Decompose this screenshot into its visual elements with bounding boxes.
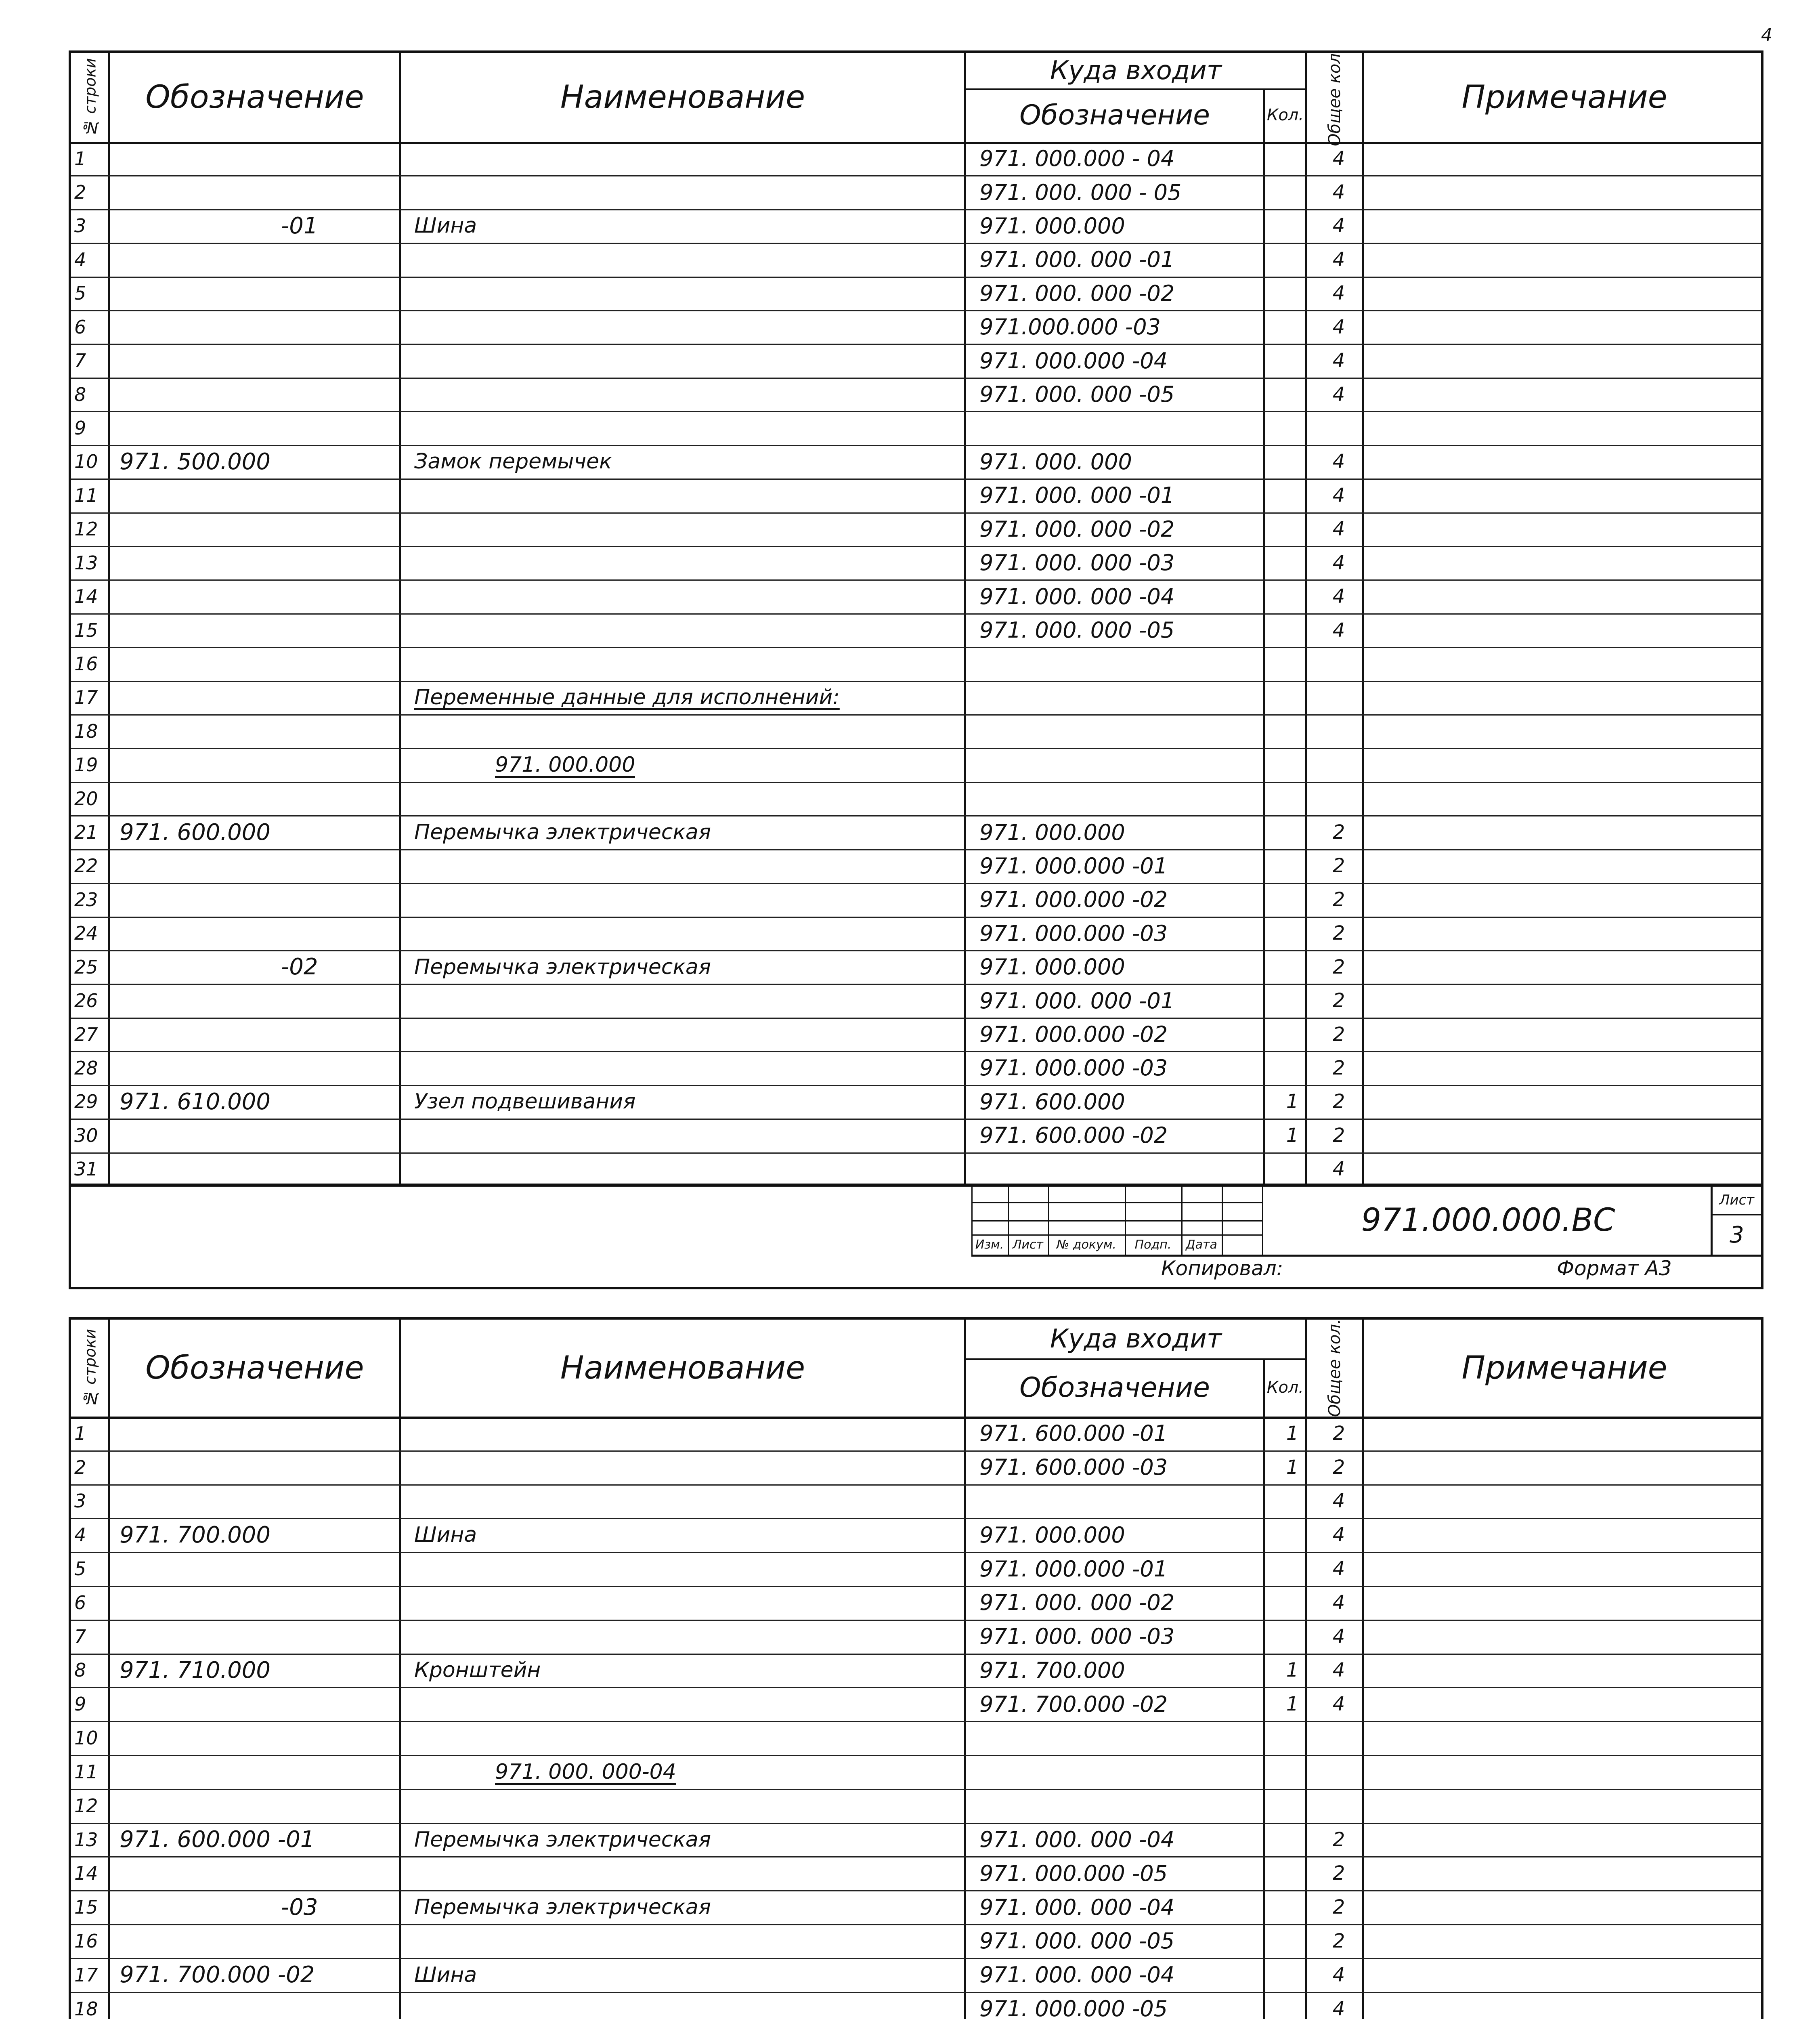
row-name: Шина [414, 1523, 477, 1547]
row-name: Перемычка электрическая [414, 820, 711, 845]
row-where-used: 971. 700.000 [979, 1657, 1125, 1683]
row-kol [1278, 1518, 1306, 1552]
row-total: 4 [1332, 349, 1345, 372]
table-row [71, 1152, 1761, 1187]
row-where-used: 971. 600.000 -01 [979, 1421, 1168, 1446]
row-designation: 971. 600.000 -01 [120, 1826, 315, 1853]
row-number: 27 [74, 1023, 98, 1045]
table-row [71, 1789, 1761, 1824]
row-total: 4 [1332, 315, 1345, 338]
row-number: 12 [74, 1794, 98, 1817]
table-row [71, 714, 1761, 749]
row-kol [1278, 310, 1306, 344]
row-number: 5 [74, 1558, 86, 1580]
row-number: 11 [74, 484, 98, 506]
row-name: Перемычка электрическая [414, 955, 711, 979]
row-number: 15 [74, 1896, 98, 1918]
row-total: 4 [1332, 147, 1345, 170]
row-where-used: 971. 000. 000 -05 [979, 617, 1175, 643]
row-number: 17 [74, 1964, 98, 1986]
table-row [71, 1924, 1761, 1959]
stamp-line [971, 1202, 1262, 1203]
row-name: Замок перемычек [414, 449, 612, 474]
row-kol [1278, 209, 1306, 243]
row-number: 13 [74, 1828, 98, 1851]
table-row [71, 445, 1761, 480]
row-total: 4 [1332, 214, 1345, 237]
row-number: 4 [74, 1524, 86, 1546]
row-total: 2 [1332, 955, 1345, 978]
row-total: 2 [1332, 1090, 1345, 1113]
row-kol [1278, 411, 1306, 445]
header-row-number: № строки [81, 1329, 99, 1408]
row-name: Перемычка электрическая [414, 1827, 711, 1852]
row-designation: 971. 600.000 [120, 819, 271, 846]
row-where-used: 971. 000. 000 -04 [979, 1894, 1175, 1920]
table-row [71, 142, 1761, 176]
row-total [1315, 1789, 1363, 1823]
table-row [71, 1823, 1761, 1858]
row-where-used: 971.000.000 -03 [979, 314, 1161, 340]
row-total: 4 [1332, 1490, 1345, 1513]
row-name: Узел подвешивания [414, 1089, 636, 1114]
row-number: 16 [74, 653, 98, 675]
row-number: 26 [74, 990, 98, 1012]
row-total: 2 [1332, 922, 1345, 945]
row-where-used: 971. 000. 000 -03 [979, 1624, 1175, 1650]
row-total: 2 [1332, 1456, 1345, 1479]
row-total: 4 [1332, 1158, 1345, 1181]
row-number: 13 [74, 552, 98, 574]
row-kol [1278, 984, 1306, 1018]
table-row [71, 1119, 1761, 1153]
row-total: 4 [1332, 484, 1345, 507]
row-kol [1278, 1586, 1306, 1620]
row-kol: 1 [1286, 1693, 1299, 1716]
row-designation: 971. 700.000 -02 [120, 1962, 315, 1988]
table-row [71, 1518, 1761, 1553]
table-header [71, 48, 1761, 147]
table-row [71, 175, 1761, 210]
row-where-used: 971. 000. 000 -02 [979, 1590, 1175, 1616]
row-total: 2 [1332, 1896, 1345, 1919]
row-designation: -03 [281, 1894, 318, 1920]
row-total: 4 [1332, 1557, 1345, 1580]
paper-format: Формат А3 [1557, 1257, 1672, 1280]
row-where-used: 971. 000. 000 -03 [979, 550, 1175, 576]
row-number: 31 [74, 1158, 98, 1180]
header-where-used: Куда входит [1050, 1324, 1222, 1354]
table-row [71, 1857, 1761, 1892]
header-where-designation: Обозначение [1019, 1371, 1210, 1404]
row-kol [1278, 883, 1306, 916]
row-total: 2 [1332, 854, 1345, 877]
row-kol [1278, 681, 1306, 714]
row-kol [1278, 1823, 1306, 1857]
row-kol: 1 [1286, 1090, 1299, 1113]
stamp-label: № докум. [1057, 1237, 1116, 1252]
row-number: 30 [74, 1124, 98, 1146]
row-number: 29 [74, 1091, 98, 1113]
table-row [71, 546, 1761, 581]
row-name: Перемычка электрическая [414, 1895, 711, 1920]
row-kol [1278, 1992, 1306, 2019]
table-row [71, 277, 1761, 311]
row-kol [1278, 1857, 1306, 1891]
row-number: 3 [74, 1490, 86, 1512]
row-number: 14 [74, 1862, 98, 1885]
table-row [71, 917, 1761, 951]
row-number: 23 [74, 888, 98, 911]
row-number: 18 [74, 720, 98, 742]
row-number: 28 [74, 1057, 98, 1079]
row-kol [1278, 613, 1306, 647]
table-row [71, 344, 1761, 379]
row-total: 2 [1332, 989, 1345, 1012]
row-total: 4 [1332, 282, 1345, 305]
row-where-used: 971. 000.000 [979, 1522, 1125, 1548]
row-number: 20 [74, 787, 98, 810]
title-block [71, 1184, 1761, 1287]
table-row [71, 209, 1761, 244]
row-number: 1 [74, 1422, 86, 1444]
row-kol: 1 [1286, 1456, 1299, 1479]
row-kol: 1 [1286, 1422, 1299, 1445]
document-code: 971.000.000.ВС [1361, 1202, 1615, 1238]
row-designation: 971. 500.000 [120, 448, 271, 475]
header-where-used: Куда входит [1050, 56, 1222, 86]
header-total: Общее кол. [1325, 48, 1344, 147]
row-kol [1278, 782, 1306, 815]
row-designation: -02 [281, 954, 318, 980]
row-kol [1278, 1924, 1306, 1958]
row-total [1315, 748, 1363, 782]
spec-sheet-1 [69, 50, 1763, 1289]
table-row [71, 411, 1761, 446]
row-number: 9 [74, 417, 86, 439]
row-kol [1278, 378, 1306, 411]
row-total [1315, 411, 1363, 445]
row-kol [1278, 277, 1306, 310]
row-total: 4 [1332, 1625, 1345, 1648]
row-number: 6 [74, 1591, 86, 1614]
row-where-used: 971. 000. 000 -04 [979, 583, 1175, 609]
row-kol [1278, 1484, 1306, 1518]
row-kol [1278, 1890, 1306, 1924]
row-designation: -01 [281, 212, 318, 239]
row-number: 18 [74, 1998, 98, 2019]
table-row [71, 1018, 1761, 1052]
table-row [71, 1586, 1761, 1621]
table-header [71, 1320, 1761, 1419]
table-row [71, 378, 1761, 412]
row-where-used: 971. 000.000 -05 [979, 1860, 1168, 1886]
stamp-label: Изм. [975, 1237, 1004, 1252]
table-row [71, 681, 1761, 716]
row-total: 4 [1332, 619, 1345, 642]
row-total: 4 [1332, 181, 1345, 204]
row-where-used: 971. 000.000 -04 [979, 348, 1168, 374]
table-row [71, 1992, 1761, 2019]
row-number: 24 [74, 922, 98, 944]
row-where-used: 971. 000. 000 -01 [979, 988, 1175, 1014]
sheet-number: 3 [1730, 1222, 1744, 1248]
row-name: 971. 000.000 [495, 753, 635, 777]
row-where-used: 971. 000. 000 -01 [979, 247, 1175, 273]
row-kol [1278, 445, 1306, 479]
row-where-used: 971. 000. 000 -02 [979, 516, 1175, 542]
table-row [71, 1051, 1761, 1086]
row-total: 4 [1332, 585, 1345, 608]
row-kol [1278, 1152, 1306, 1186]
table-row [71, 1755, 1761, 1790]
row-number: 9 [74, 1693, 86, 1715]
row-total [1315, 1721, 1363, 1755]
row-total: 2 [1332, 1056, 1345, 1079]
table-row [71, 1687, 1761, 1723]
table-row [71, 748, 1761, 783]
row-where-used: 971. 000.000 -01 [979, 1556, 1168, 1582]
copied-by: Копировал: [1161, 1257, 1283, 1280]
row-kol [1278, 1620, 1306, 1654]
row-where-used: 971. 000. 000 -04 [979, 1827, 1175, 1853]
row-kol [1278, 1958, 1306, 1992]
row-kol [1278, 950, 1306, 984]
table-row [71, 1890, 1761, 1925]
row-kol [1278, 344, 1306, 378]
sheet-label: Лист [1713, 1186, 1761, 1215]
row-number: 21 [74, 821, 98, 844]
header-name: Наименование [560, 79, 805, 115]
row-total: 4 [1332, 551, 1345, 574]
table-body [71, 1417, 1761, 2019]
row-where-used: 971. 000.000 [979, 213, 1125, 239]
row-total: 2 [1332, 1862, 1345, 1885]
row-name: Шина [414, 214, 477, 238]
stamp-divider [1262, 1186, 1263, 1255]
table-row [71, 782, 1761, 816]
row-total: 4 [1332, 1963, 1345, 1986]
row-total [1315, 714, 1363, 748]
stamp-label: Лист [1012, 1237, 1044, 1252]
row-number: 22 [74, 855, 98, 877]
header-designation: Обозначение [145, 79, 364, 115]
sheet-number-box [1711, 1186, 1761, 1255]
row-number: 7 [74, 1625, 86, 1648]
header-row-number: № строки [81, 58, 99, 137]
row-name: 971. 000. 000-04 [495, 1759, 676, 1784]
row-kol [1278, 512, 1306, 546]
row-total [1315, 1755, 1363, 1789]
table-row [71, 1721, 1761, 1756]
row-where-used: 971. 000.000 -05 [979, 1996, 1168, 2019]
row-kol [1278, 142, 1306, 175]
row-total: 4 [1332, 1693, 1345, 1716]
row-number: 8 [74, 1659, 86, 1681]
row-number: 17 [74, 686, 98, 709]
table-row [71, 883, 1761, 917]
row-name: Шина [414, 1962, 477, 1987]
row-designation: 971. 610.000 [120, 1088, 271, 1115]
table-row [71, 479, 1761, 513]
table-row [71, 984, 1761, 1019]
header-total: Общее кол. [1325, 1319, 1344, 1417]
row-designation: 971. 710.000 [120, 1657, 271, 1683]
header-name: Наименование [560, 1350, 805, 1386]
row-kol [1278, 243, 1306, 276]
row-kol [1278, 849, 1306, 883]
row-kol [1278, 1051, 1306, 1085]
row-total: 4 [1332, 518, 1345, 541]
table-row [71, 1484, 1761, 1519]
header-note: Примечание [1461, 1350, 1667, 1386]
row-total: 2 [1332, 1929, 1345, 1952]
row-where-used: 971. 000. 000 [979, 449, 1132, 474]
row-where-used: 971. 000. 000 - 05 [979, 179, 1182, 205]
row-where-used: 971. 600.000 [979, 1089, 1125, 1114]
row-total: 2 [1332, 1124, 1345, 1147]
row-total: 4 [1332, 1997, 1345, 2019]
row-number: 10 [74, 451, 98, 473]
header-kol: Кол. [1266, 106, 1304, 124]
table-row [71, 849, 1761, 884]
row-kol [1278, 479, 1306, 512]
row-kol [1278, 175, 1306, 209]
stamp-label: Подп. [1134, 1237, 1172, 1252]
row-total [1315, 681, 1363, 714]
row-where-used: 971. 000.000 [979, 954, 1125, 980]
row-where-used: 971. 600.000 -02 [979, 1123, 1168, 1148]
stamp-label: Дата [1186, 1237, 1217, 1252]
row-where-used: 971. 600.000 -03 [979, 1454, 1168, 1480]
row-total: 4 [1332, 383, 1345, 406]
row-number: 4 [74, 248, 86, 271]
row-kol [1278, 580, 1306, 613]
row-where-used: 971. 000. 000 -02 [979, 280, 1175, 306]
table-row [71, 1085, 1761, 1120]
row-total: 4 [1332, 1659, 1345, 1682]
table-row [71, 1450, 1761, 1486]
table-row [71, 815, 1761, 850]
table-row [71, 512, 1761, 547]
row-kol [1278, 1552, 1306, 1586]
row-kol [1278, 748, 1306, 782]
row-where-used: 971. 000.000 -03 [979, 920, 1168, 946]
row-kol [1278, 1789, 1306, 1823]
row-where-used: 971. 000.000 -02 [979, 1022, 1168, 1047]
row-number: 19 [74, 754, 98, 776]
row-kol [1278, 1018, 1306, 1051]
row-kol [1278, 917, 1306, 950]
row-number: 25 [74, 956, 98, 978]
row-kol [1278, 714, 1306, 748]
row-where-used: 971. 000. 000 -05 [979, 1928, 1175, 1954]
row-number: 8 [74, 383, 86, 405]
header-note: Примечание [1461, 79, 1667, 115]
row-number: 16 [74, 1930, 98, 1952]
row-where-used: 971. 000. 000 -04 [979, 1962, 1175, 1988]
row-where-used: 971. 000.000 - 04 [979, 146, 1175, 172]
row-designation: 971. 700.000 [120, 1522, 271, 1548]
page-number: 4 [1761, 25, 1772, 46]
table-row [71, 1620, 1761, 1655]
row-total: 4 [1332, 248, 1345, 271]
table-row [71, 613, 1761, 648]
table-row [71, 950, 1761, 985]
row-number: 11 [74, 1761, 98, 1783]
row-number: 5 [74, 282, 86, 304]
table-row [71, 310, 1761, 345]
row-kol: 1 [1286, 1659, 1299, 1682]
row-kol [1278, 546, 1306, 579]
row-number: 2 [74, 1456, 86, 1478]
row-kol [1278, 1755, 1306, 1789]
table-row [71, 1552, 1761, 1587]
table-row [71, 1958, 1761, 1993]
row-number: 12 [74, 518, 98, 540]
row-kol: 1 [1286, 1124, 1299, 1147]
row-where-used: 971. 700.000 -02 [979, 1691, 1168, 1717]
row-where-used: 971. 000. 000 -01 [979, 483, 1175, 508]
header-kol: Кол. [1266, 1378, 1304, 1397]
row-where-used: 971. 000. 000 -05 [979, 382, 1175, 407]
row-total: 2 [1332, 821, 1345, 844]
row-total: 2 [1332, 1023, 1345, 1046]
row-kol [1278, 647, 1306, 680]
stamp-line [971, 1220, 1262, 1221]
table-row [71, 1417, 1761, 1452]
row-number: 10 [74, 1727, 98, 1749]
row-total: 2 [1332, 888, 1345, 911]
row-total: 4 [1332, 1524, 1345, 1547]
row-number: 1 [74, 147, 86, 170]
row-kol [1278, 1721, 1306, 1755]
row-total: 2 [1332, 1828, 1345, 1851]
table-row [71, 1654, 1761, 1689]
row-total [1315, 782, 1363, 815]
row-number: 15 [74, 619, 98, 641]
stamp-divider [1222, 1186, 1223, 1255]
row-number: 14 [74, 586, 98, 608]
row-number: 7 [74, 350, 86, 372]
table-row [71, 580, 1761, 615]
row-where-used: 971. 000.000 -02 [979, 887, 1168, 913]
row-number: 6 [74, 316, 86, 338]
header-where-designation: Обозначение [1019, 99, 1210, 131]
row-total: 4 [1332, 450, 1345, 473]
revision-stamp [971, 1186, 1262, 1255]
row-total: 2 [1332, 1422, 1345, 1445]
table-row [71, 647, 1761, 682]
row-where-used: 971. 000.000 [979, 819, 1125, 845]
row-kol [1278, 815, 1306, 849]
row-name: Кронштейн [414, 1658, 541, 1683]
row-number: 3 [74, 215, 86, 237]
row-where-used: 971. 000.000 -01 [979, 853, 1168, 879]
row-total [1315, 647, 1363, 680]
table-body [71, 142, 1761, 1186]
spec-sheet-2 [69, 1317, 1763, 2019]
row-total: 4 [1332, 1591, 1345, 1614]
row-number: 2 [74, 181, 86, 204]
row-name: Переменные данные для исполнений: [414, 685, 840, 710]
table-row [71, 243, 1761, 277]
row-where-used: 971. 000.000 -03 [979, 1055, 1168, 1081]
header-designation: Обозначение [145, 1350, 364, 1386]
